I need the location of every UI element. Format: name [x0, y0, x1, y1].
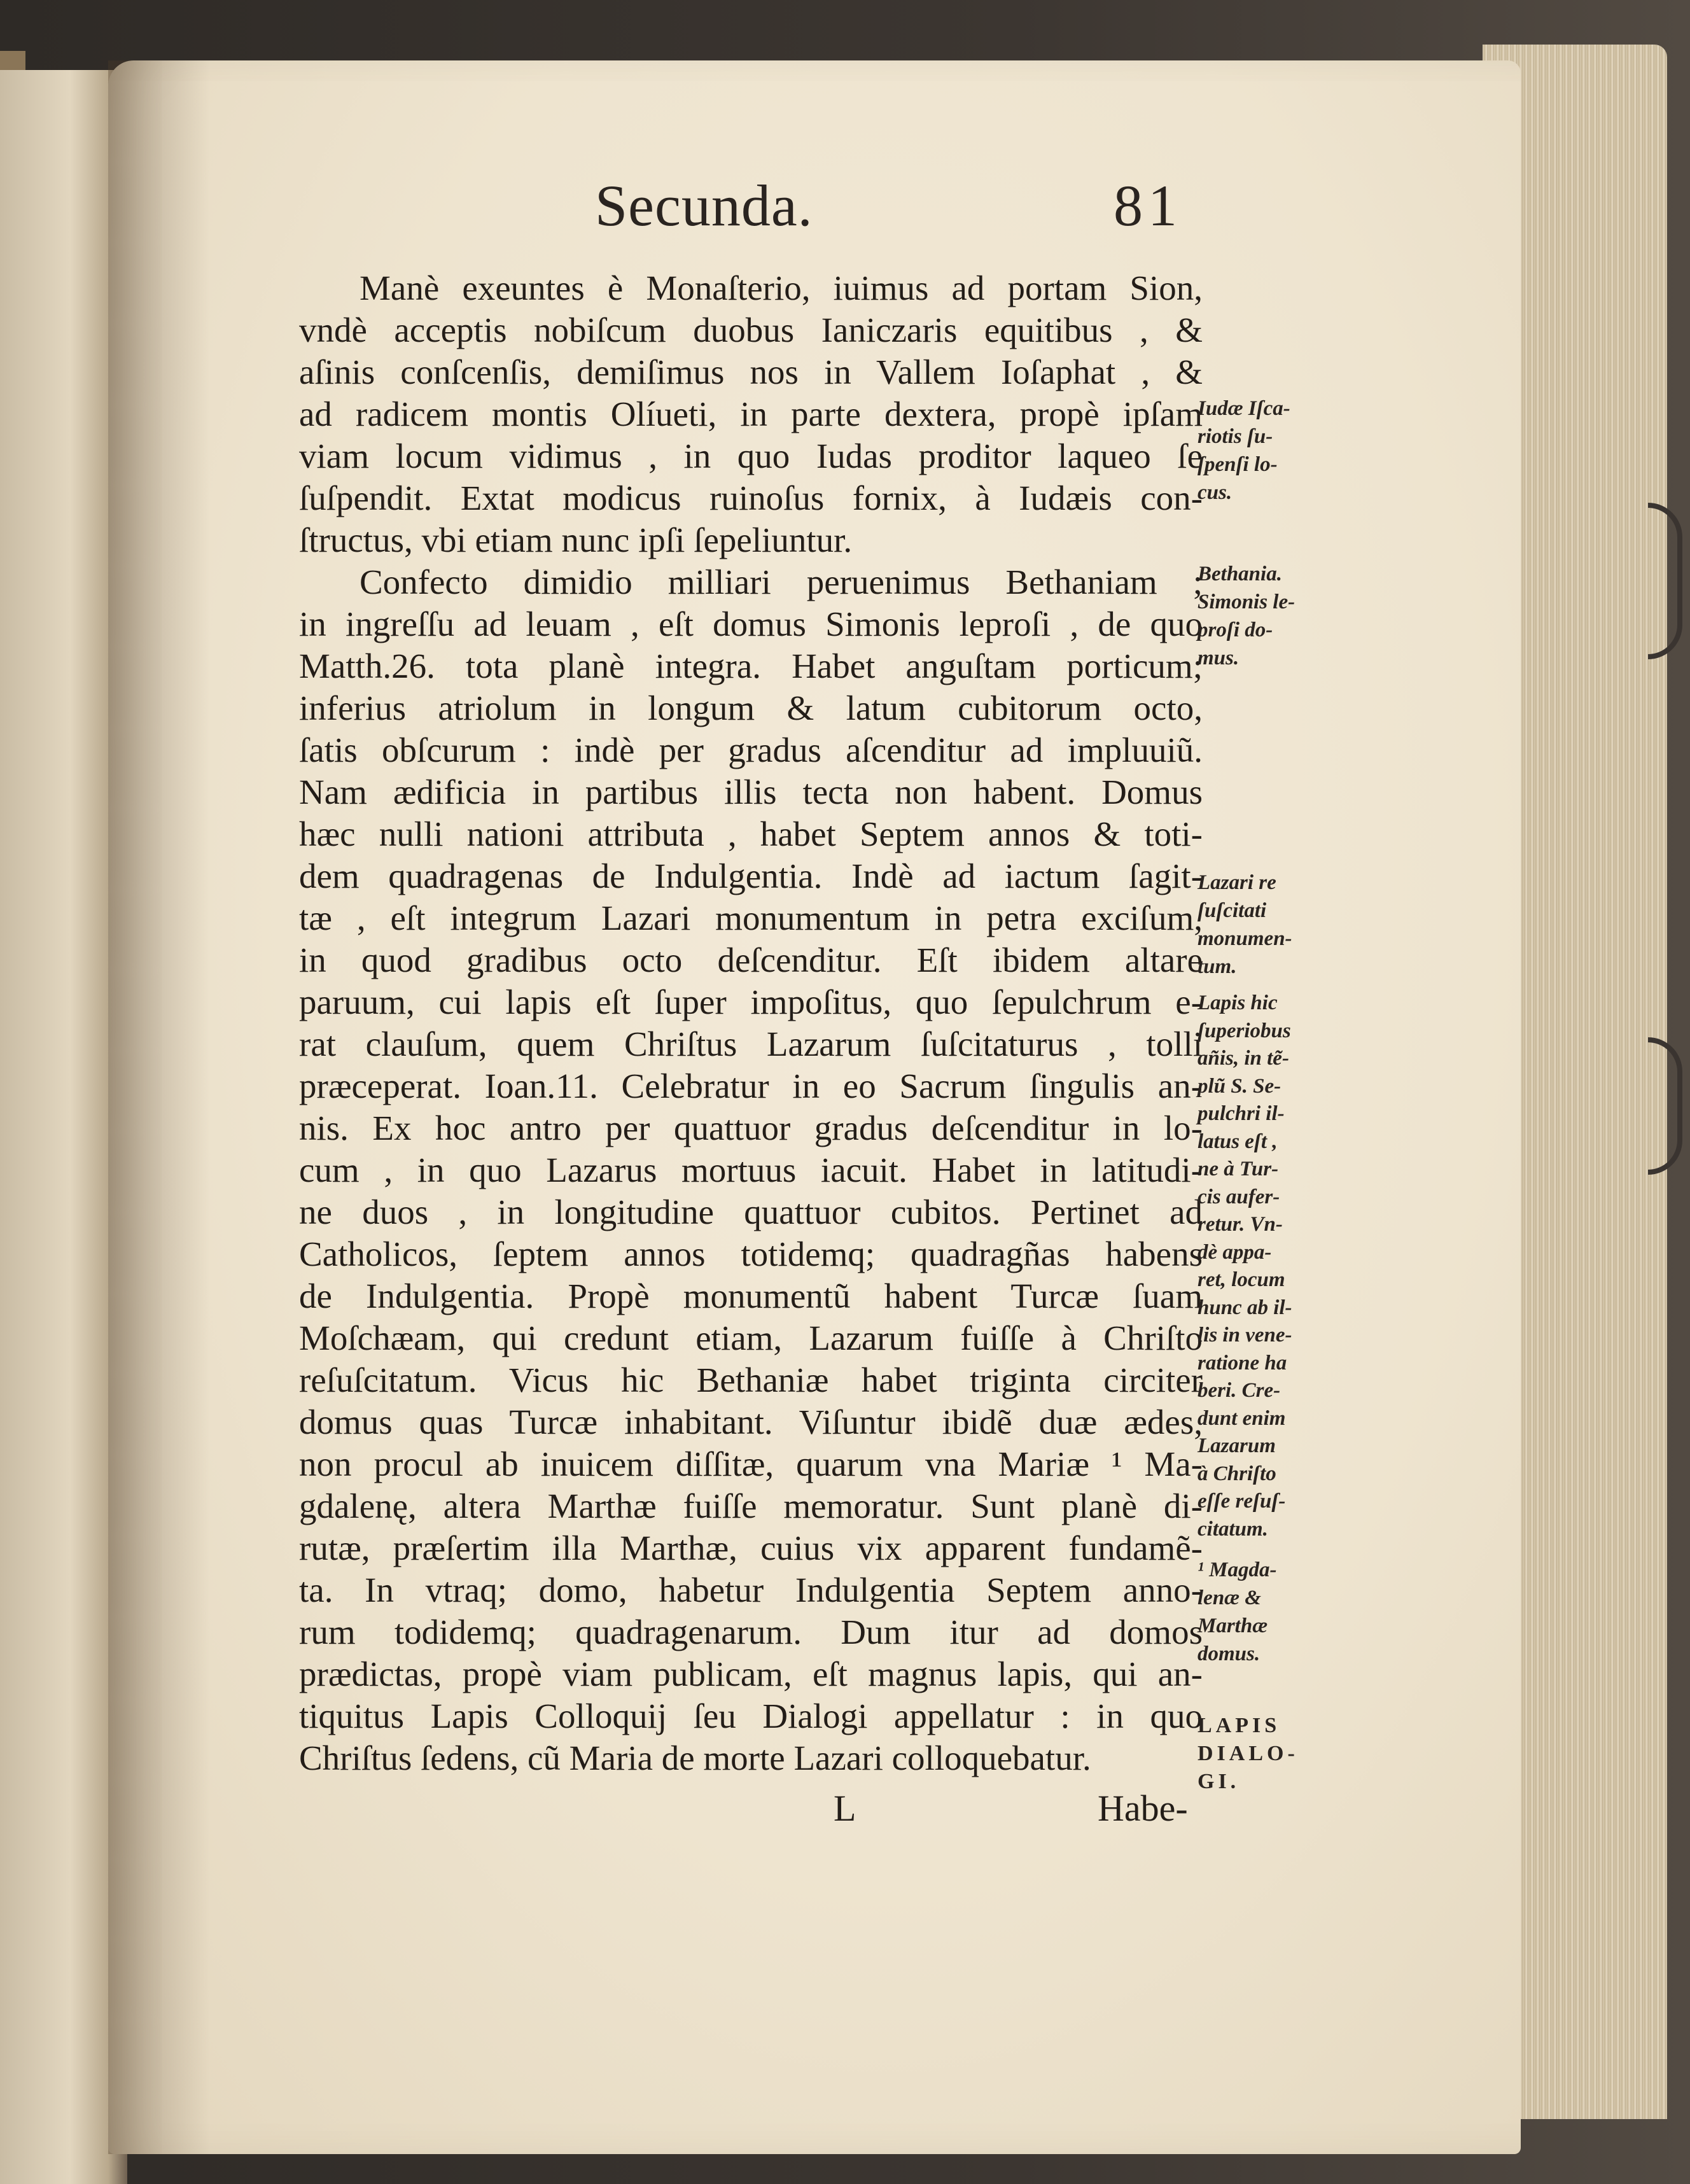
- marginal-note-line: citatum.: [1198, 1517, 1268, 1541]
- marginal-note-line: añis, in tẽ-: [1198, 1047, 1289, 1070]
- clasp-strap: [1648, 503, 1682, 659]
- text-line: Matth.26. tota planè integra. Habet anguſtam porticum;: [299, 647, 1203, 685]
- text-line: Catholicos, ſeptem annos totidemq; quadragñas habens: [299, 1235, 1203, 1273]
- text-line: hæc nulli nationi attributa , habet Septem annos & toti-: [299, 815, 1203, 853]
- marginal-note-line: GI.: [1198, 1770, 1240, 1793]
- text-line: reſuſcitatum. Vicus hic Bethaniæ habet triginta circiter: [299, 1361, 1203, 1399]
- text-line: in ingreſſu ad leuam , eſt domus Simonis leproſi , de quo: [299, 605, 1203, 643]
- marginal-note-line: plũ S. Se-: [1198, 1074, 1281, 1098]
- marginal-note-line: monumen-: [1198, 927, 1292, 950]
- running-title: Secunda.: [595, 173, 813, 238]
- text-line: Confecto dimidio milliari peruenimus Bethaniam ;: [360, 563, 1203, 601]
- marginal-note-line: ratione ha: [1198, 1351, 1287, 1375]
- text-line: Moſchæam, qui credunt etiam, Lazarum fuiſſe à Chriſto: [299, 1319, 1203, 1357]
- marginal-note-line: dunt enim: [1198, 1406, 1286, 1430]
- marginal-note-line: LAPIS: [1198, 1714, 1281, 1737]
- marginal-note-line: domus.: [1198, 1642, 1261, 1665]
- text-line: prædictas, propè viam publicam, eſt magnus lapis, qui an-: [299, 1655, 1203, 1693]
- text-line: inferius atriolum in longum & latum cubitorum octo,: [299, 689, 1203, 727]
- text-line: Nam ædificia in partibus illis tecta non habent. Domus: [299, 773, 1203, 811]
- marginal-note-line: dè appa-: [1198, 1240, 1272, 1264]
- marginal-note-line: beri. Cre-: [1198, 1379, 1281, 1402]
- page-number: 81: [1114, 173, 1182, 238]
- marginal-note: [1198, 990, 1325, 1543]
- text-line: gdalenę, altera Marthæ fuiſſe memoratur. Sunt planè di-: [299, 1487, 1203, 1525]
- marginal-note-line: Marthæ: [1198, 1614, 1268, 1637]
- marginal-note-line: eſſe reſuſ-: [1198, 1490, 1286, 1513]
- marginal-note-line: cus.: [1198, 481, 1233, 504]
- running-header: [595, 172, 1199, 248]
- text-line: aſinis conſcenſis, demiſimus nos in Vallem Ioſaphat , &: [299, 353, 1203, 391]
- text-line: viam locum vidimus , in quo Iudas proditor laqueo ſe: [299, 437, 1203, 475]
- marginal-note-line: latus eſt ,: [1198, 1130, 1278, 1153]
- marginal-note: [1198, 395, 1325, 507]
- text-line: dem quadragenas de Indulgentia. Indè ad iactum ſagit-: [299, 857, 1203, 895]
- marginal-note-line: ſuſcitati: [1198, 899, 1267, 922]
- marginal-note-line: Lazarum: [1198, 1434, 1276, 1457]
- marginal-note: [1198, 1556, 1325, 1668]
- catchword: Habe-: [1098, 1788, 1188, 1829]
- marginal-note-line: retur. Vn-: [1198, 1213, 1283, 1236]
- text-line: de Indulgentia. Propè monumentũ habent Turcæ ſuam: [299, 1277, 1203, 1315]
- marginal-note-caps: [1198, 1712, 1325, 1796]
- text-line: ſtructus, vbi etiam nunc ipſi ſepeliuntur.: [299, 521, 853, 559]
- text-line: ne duos , in longitudine quattuor cubitos. Pertinet ad: [299, 1193, 1203, 1231]
- text-line: Manè exeuntes è Monaſterio, iuimus ad portam Sion,: [360, 269, 1203, 307]
- text-line: ad radicem montis Olíueti, in parte dextera, propè ipſam: [299, 395, 1203, 433]
- marginal-note-line: mus.: [1198, 647, 1240, 669]
- marginal-note-line: ¹ Magda-: [1198, 1558, 1277, 1581]
- marginal-note: [1198, 869, 1325, 981]
- marginal-note-line: tum.: [1198, 955, 1237, 978]
- marginal-note-line: pulchri il-: [1198, 1102, 1285, 1125]
- marginal-note-line: Simonis le-: [1198, 591, 1295, 613]
- marginal-note-line: DIALO-: [1198, 1742, 1299, 1765]
- marginal-note-line: ſuperiobus: [1198, 1019, 1291, 1042]
- marginal-note-line: ne à Tur-: [1198, 1158, 1279, 1180]
- text-line: rum todidemq; quadragenarum. Dum itur ad domos: [299, 1613, 1203, 1651]
- marginal-note-line: proſi do-: [1198, 619, 1273, 641]
- text-line: ta. In vtraq; domo, habetur Indulgentia Septem anno-: [299, 1571, 1203, 1609]
- marginal-note-line: à Chriſto: [1198, 1462, 1276, 1485]
- gutter-shadow: [108, 60, 210, 2154]
- marginal-note-line: lis in vene-: [1198, 1324, 1292, 1347]
- text-line: ſatis obſcurum : indè per gradus aſcenditur ad impluuiũ.: [299, 731, 1203, 769]
- marginal-note-line: Bethania.: [1198, 563, 1282, 585]
- text-line: tiquitus Lapis Colloquij ſeu Dialogi appellatur : in quo: [299, 1697, 1203, 1735]
- text-line: rutæ, præſertim illa Marthæ, cuius vix apparent fundamẽ-: [299, 1529, 1203, 1567]
- text-line: rat clauſum, quem Chriſtus Lazarum ſuſcitaturus , tolli: [299, 1025, 1203, 1063]
- text-line: cum , in quo Lazarus mortuus iacuit. Habet in latitudi-: [299, 1151, 1203, 1189]
- marginal-note-line: riotis ſu-: [1198, 425, 1273, 448]
- text-line: paruum, cui lapis eſt ſuper impoſitus, quo ſepulchrum e-: [299, 983, 1203, 1021]
- text-line: in quod gradibus octo deſcenditur. Eſt ibidem altare: [299, 941, 1203, 979]
- marginal-note-line: Lazari re: [1198, 871, 1276, 894]
- marginal-note-line: cis aufer-: [1198, 1185, 1280, 1208]
- text-line: ſuſpendit. Extat modicus ruinoſus fornix, à Iudæis con-: [299, 479, 1203, 517]
- text-line: Chriſtus ſedens, cũ Maria de morte Lazari colloquebatur.: [299, 1739, 1091, 1777]
- text-line: domus quas Turcæ inhabitant. Viſuntur ibidẽ duæ ædes,: [299, 1403, 1203, 1441]
- text-line: præceperat. Ioan.11. Celebratur in eo Sacrum ſingulis an-: [299, 1067, 1203, 1105]
- marginal-note-line: ret, locum: [1198, 1268, 1285, 1291]
- marginal-note-line: hunc ab il-: [1198, 1296, 1292, 1319]
- marginal-note-line: ſpenſi lo-: [1198, 453, 1278, 476]
- marginal-note-line: Lapis hic: [1198, 991, 1278, 1014]
- text-line: vndè acceptis nobiſcum duobus Ianiczaris equitibus , &: [299, 311, 1203, 349]
- clasp-strap: [1648, 1037, 1682, 1175]
- marginal-note-line: lenæ &: [1198, 1586, 1261, 1609]
- text-line: tæ , eſt integrum Lazari monumentum in petra exciſum,: [299, 899, 1203, 937]
- signature-mark: L: [834, 1788, 856, 1829]
- main-text-block: [299, 267, 1203, 1779]
- text-line: nis. Ex hoc antro per quattuor gradus deſcenditur in lo-: [299, 1109, 1203, 1147]
- marginal-note: [1198, 560, 1325, 672]
- marginal-note-line: Iudæ Iſca-: [1198, 397, 1290, 420]
- text-line: non procul ab inuicem diſſitæ, quarum vna Mariæ ¹ Ma-: [299, 1445, 1203, 1483]
